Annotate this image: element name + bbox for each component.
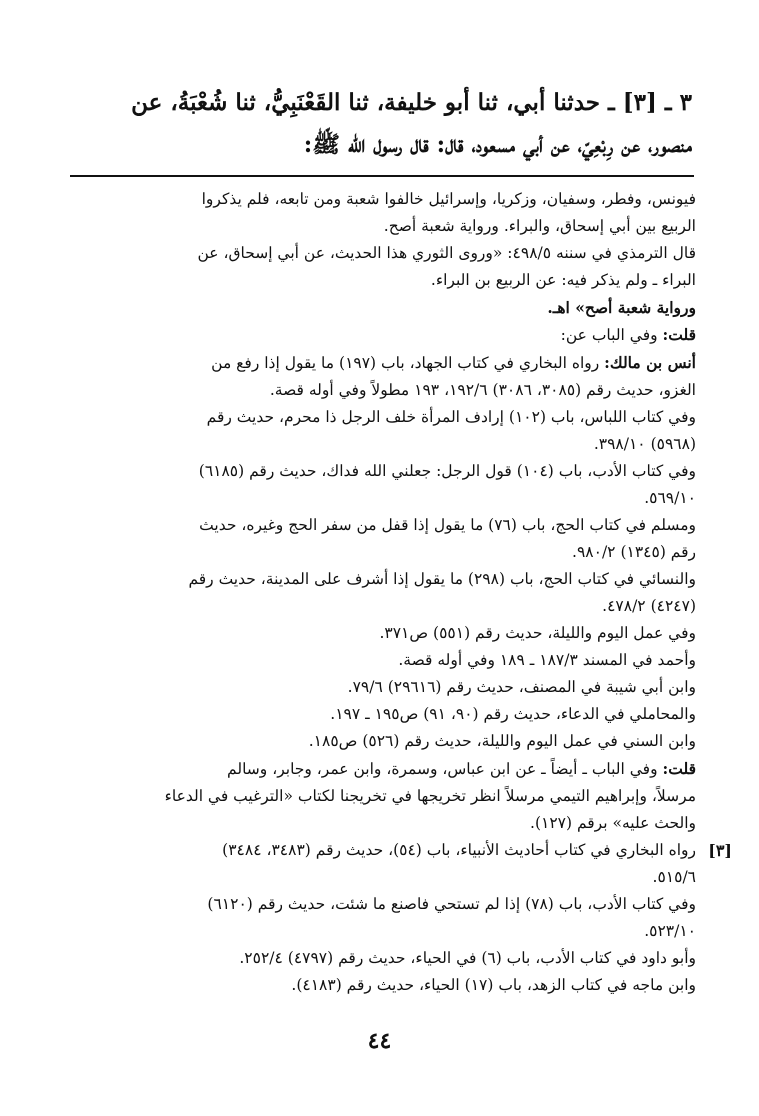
footnote-line: وفي كتاب الأدب، باب (١٠٤) قول الرجل: جعلني الله فداك، حديث رقم (٦١٨٥)	[198, 462, 696, 480]
footnote-line: رواه البخاري في كتاب أحاديث الأنبياء، باب (٥٤)، حديث رقم (٣٤٨٣، ٣٤٨٤)	[222, 841, 696, 859]
hadith-text	[50, 82, 692, 166]
footnote-marker: [٣]	[708, 841, 732, 860]
footnote-line: وأحمد في المسند ١٨٧/٣ ـ ١٨٩ وفي أوله قصة.	[398, 651, 696, 669]
footnote-line: ٥١٥/٦.	[652, 868, 696, 886]
page-number: ٤٤	[367, 1028, 392, 1054]
note-label: قلت:	[662, 759, 696, 778]
footnote-line	[60, 321, 696, 349]
footnote-line: (٤٢٤٧) ٤٧٨/٢.	[602, 597, 696, 615]
footnotes	[60, 186, 732, 999]
hadith-line-2: منصور، عن رِبْعِيّ، عن أبي مسعود، قال: قال رسول الله ﷺ:	[303, 131, 692, 158]
footnote-3	[60, 837, 732, 864]
footnote-line: رقم (١٣٤٥) ٩٨٠/٢.	[572, 543, 696, 561]
hadith-line-1: ٣ ـ [٣] ـ حدثنا أبي، ثنا أبو خليفة، ثنا القَعْنَبِيُّ، ثنا شُعْبَةُ، عن	[131, 89, 692, 116]
footnote-line: وأبو داود في كتاب الأدب، باب (٦) في الحياء، حديث رقم (٤٧٩٧) ٢٥٢/٤.	[239, 949, 696, 967]
footnote-line: وفي كتاب الأدب، باب (٧٨) إذا لم تستحي فاصنع ما شئت، حديث رقم (٦١٢٠)	[207, 895, 696, 913]
footnote-line: وابن السني في عمل اليوم والليلة، حديث رقم (٥٢٦) ص١٨٥.	[308, 732, 696, 750]
footnote-line: ومسلم في كتاب الحج، باب (٧٦) ما يقول إذا قفل من سفر الحج وغيره، حديث	[199, 516, 696, 534]
footnote-line: الربيع بين أبي إسحاق، والبراء. ورواية شعبة أصح.	[383, 217, 696, 235]
footnote-line: وابن أبي شيبة في المصنف، حديث رقم (٢٩٦١٦) ٧٩/٦.	[347, 678, 696, 696]
footnote-line: وفي عمل اليوم والليلة، حديث رقم (٥٥١) ص٣٧١.	[379, 624, 696, 642]
footnote-line: والحث عليه» برقم (١٢٧).	[530, 814, 696, 832]
note-text: وفي الباب عن:	[560, 326, 663, 344]
footnote-line: والمحاملي في الدعاء، حديث رقم (٩٠، ٩١) ص١٩٥ ـ ١٩٧.	[330, 705, 696, 723]
footnote-divider	[70, 175, 694, 177]
footnote-line: ورواية شعبة أصح» اهـ.	[547, 298, 696, 317]
footnote-line: (٥٩٦٨) ٣٩٨/١٠.	[593, 435, 696, 453]
footnote-line	[60, 755, 696, 783]
footnote-line: مرسلاً، وإبراهيم التيمي مرسلاً انظر تخريجها في تخريجنا لكتاب «الترغيب في الدعاء	[164, 787, 696, 805]
footnote-line: الغزو، حديث رقم (٣٠٨٥، ٣٠٨٦) ١٩٢/٦، ١٩٣ مطولاً وفي أوله قصة.	[269, 381, 696, 399]
note-text: رواه البخاري في كتاب الجهاد، باب (١٩٧) ما يقول إذا رفع من	[211, 354, 605, 372]
narrator-name: أنس بن مالك:	[604, 353, 696, 372]
footnote-line: وابن ماجه في كتاب الزهد، باب (١٧) الحياء، حديث رقم (٤١٨٣).	[291, 976, 696, 994]
note-text: وفي الباب ـ أيضاً ـ عن ابن عباس، وسمرة، وابن عمر، وجابر، وسالم	[227, 760, 663, 778]
footnote-line	[60, 349, 696, 377]
footnote-line: فيونس، وفطر، وسفيان، وزكريا، وإسرائيل خالفوا شعبة ومن تابعه، فلم يذكروا	[201, 190, 696, 208]
footnote-line: ٥٦٩/١٠.	[644, 489, 696, 507]
footnote-line: البراء ـ ولم يذكر فيه: عن الربيع بن البراء.	[430, 271, 696, 289]
footnote-line: والنسائي في كتاب الحج، باب (٢٩٨) ما يقول إذا أشرف على المدينة، حديث رقم	[188, 570, 696, 588]
note-label: قلت:	[662, 325, 696, 344]
footnote-line: وفي كتاب اللباس، باب (١٠٢) إرادف المرأة خلف الرجل ذا محرم، حديث رقم	[206, 408, 696, 426]
footnote-line: ٥٢٣/١٠.	[644, 922, 696, 940]
footnote-line: قال الترمذي في سننه ٤٩٨/٥: «وروى الثوري هذا الحديث، عن أبي إسحاق، عن	[197, 244, 696, 262]
